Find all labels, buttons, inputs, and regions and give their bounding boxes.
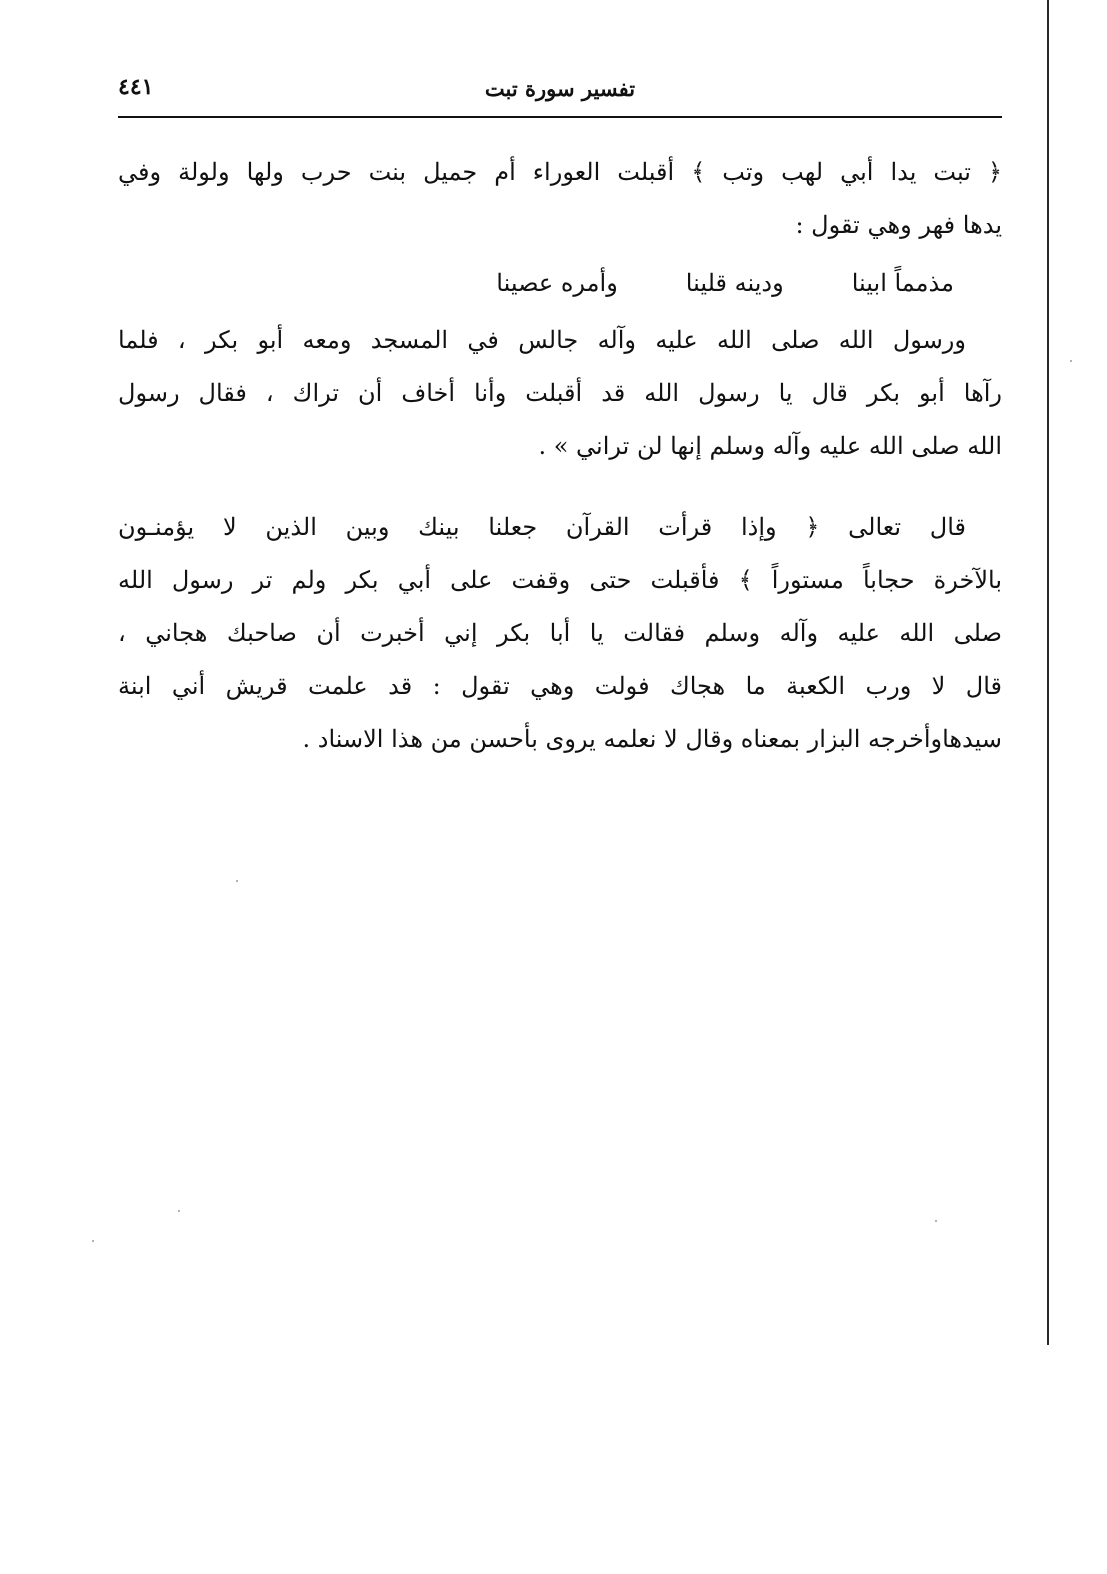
scan-speck [178, 1210, 180, 1212]
body-text [118, 146, 1002, 766]
scan-speck [1070, 360, 1072, 362]
verse-part: وأمره عصينا [496, 269, 618, 297]
paragraph-3 [118, 501, 1002, 766]
running-title: تفسير سورة تبت [484, 76, 636, 101]
verse-part: مذمماً ابينا [851, 269, 954, 297]
paragraph-line: بالآخرة حجاباً مستوراً ﴾ فأقبلت حتى وقفت على أبي بكر ولم تر رسول الله [118, 566, 1002, 594]
paragraph-line: قال تعالى ﴿ وإذا قرأت القرآن جعلنا بينك وبين الذين لا يؤمنـون [118, 513, 966, 541]
header-rule [118, 116, 1002, 118]
page-header [118, 66, 1002, 118]
paragraph-line: رآها أبو بكر قال يا رسول الله قد أقبلت وأنا أخاف أن تراك ، فقال رسول [118, 379, 1002, 407]
paragraph-line: ﴿ تبت يدا أبي لهب وتب ﴾ أقبلت العوراء أم جميل بنت حرب ولها ولولة وفي [118, 158, 1002, 186]
scan-speck [92, 1240, 94, 1242]
paragraph-line: ورسول الله صلى الله عليه وآله جالس في المسجد ومعه أبو بكر ، فلما [118, 326, 966, 354]
verse-part: ودينه قلينا [685, 269, 784, 297]
scan-speck [236, 880, 238, 882]
page-edge-line [1047, 0, 1049, 1345]
paragraph-2 [118, 314, 1002, 473]
paragraph-spacer [118, 473, 1002, 501]
poetry-verse [118, 252, 1002, 314]
paragraph-1 [118, 146, 1002, 252]
scan-speck [935, 1220, 937, 1222]
page-number: ٤٤١ [118, 74, 154, 100]
paragraph-line: صلى الله عليه وآله وسلم فقالت يا أبا بكر إني أخبرت أن صاحبك هجاني ، [118, 619, 1002, 647]
paragraph-line: قال لا ورب الكعبة ما هجاك فولت وهي تقول : قد علمت قريش أني ابنة [118, 672, 1002, 700]
paragraph-line: الله صلى الله عليه وآله وسلم إنها لن تراني » . [538, 432, 1002, 460]
paragraph-line: سيدهاوأخرجه البزار بمعناه وقال لا نعلمه يروى بأحسن من هذا الاسناد . [302, 725, 1002, 753]
paragraph-line: يدها فهر وهي تقول : [795, 211, 1002, 239]
